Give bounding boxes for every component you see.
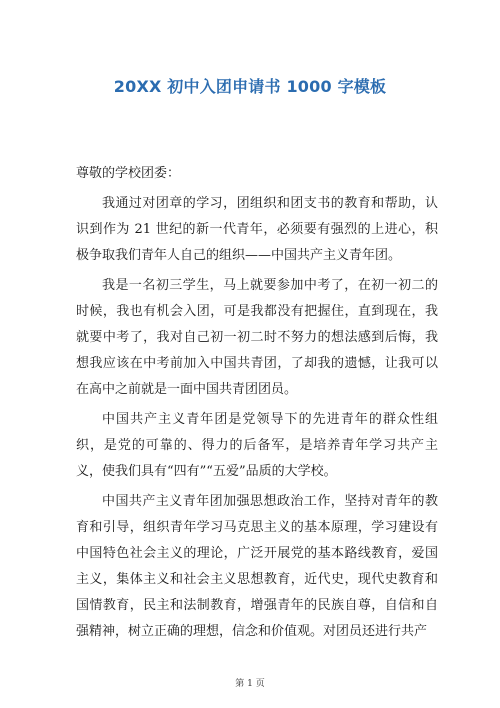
paragraph-4: 中国共产主义青年团加强思想政治工作，坚持对青年的教育和引导，组织青年学习马克思主义的基本原理，学习建设有中国特色社会主义的理论，广泛开展党的基本路线教育，爱国主义，集体主义和社会主义思想教育，近代史，现代史教育和国情教育，民主和法制教育，增强青年的民族自尊，自信和自强精神，树立正确的理想，信念和价值观。对团员还进行共产	[76, 494, 438, 639]
paragraph-1: 我通过对团章的学习，团组织和团支书的教育和帮助，认识到作为 21 世纪的新一代青年，必须要有强烈的上进心，积极争取我们青年人自己的组织——中国共产主义青年团。	[76, 196, 438, 263]
salutation: 尊敬的学校团委：	[76, 166, 181, 181]
page-number: 第 1 页	[235, 679, 265, 689]
paragraph-2: 我是一名初三学生，马上就要参加中考了，在初一初二的时候，我也有机会入团，可是我都没有把握住，直到现在，我就要中考了，我对自己初一初二时不努力的想法感到后悔，我想我应该在中考前加入中国共青团，了却我的遗憾，让我可以在高中之前就是一面中国共青团团员。	[76, 278, 438, 397]
paragraph-3: 中国共产主义青年团是党领导下的先进青年的群众性组织，是党的可靠的、得力的后备军，是培养青年学习共产主义，使我们具有“四有”“五爱”品质的大学校。	[76, 412, 438, 479]
document-title: 20XX 初中入团申请书 1000 字模板	[113, 77, 387, 96]
document-body	[76, 161, 438, 645]
